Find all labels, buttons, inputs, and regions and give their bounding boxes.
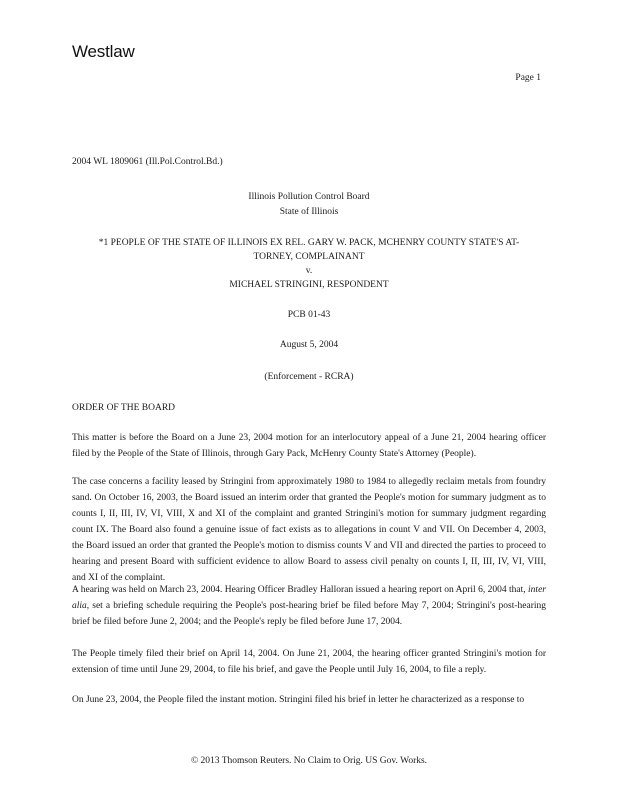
paragraph-3-end: , set a briefing schedule requiring the People's post-hearing brief be filed before May 7, 2004; Stringini's post-hearing brief be filed before June 2, 2004; and the People's reply be filed before June 17, 2004. xyxy=(72,601,546,627)
paragraph-2: The case concerns a facility leased by Stringini from approximately 1980 to 1984 to allegedly reclaim metals from foundry sand. On October 16, 2003, the Board issued an interim order that granted the People's motion for summary judgment as to counts I, II, III, IV, VI, VIII, X and XI of the complaint and granted Stringini's motion for summary judgment regarding count IX. The Board also found a genuine issue of fact exists as to allegations in count V and VII. On December 4, 2003, the Board issued an order that granted the People's motion to dismiss counts V and VII and directed the parties to proceed to hearing and present Board with sufficient evidence to allow Board to assess civil penalty on counts I, II, III, IV, VI, VIII, and XI of the complaint. xyxy=(72,477,546,583)
paragraph-3 xyxy=(72,582,546,630)
section-heading: ORDER OF THE BOARD xyxy=(72,403,176,413)
paragraph-5: On June 23, 2004, the People filed the instant motion. Stringini filed his brief in letter he characterized as a response to xyxy=(72,695,525,705)
copyright-footer: © 2013 Thomson Reuters. No Claim to Orig. US Gov. Works. xyxy=(190,756,428,766)
case-number: PCB 01-43 xyxy=(287,310,331,320)
inter-alia-italic: inter alia xyxy=(72,585,546,611)
court-state: State of Illinois xyxy=(279,207,339,217)
court-name: Illinois Pollution Control Board xyxy=(248,192,370,202)
paragraph-1: This matter is before the Board on a June 23, 2004 motion for an interlocutory appeal of a June 21, 2004 hearing officer filed by the People of the State of Illinois, through Gary Pack, McHenry County State's Attorney (People). xyxy=(72,433,546,459)
westlaw-logo: Westlaw xyxy=(72,42,135,61)
parties-line-2: TORNEY, COMPLAINANT xyxy=(253,252,365,262)
decision-date: August 5, 2004 xyxy=(279,340,339,350)
parties-line-1: *1 PEOPLE OF THE STATE OF ILLINOIS EX REL. GARY W. PACK, MCHENRY COUNTY STATE'S AT- xyxy=(98,238,520,248)
page-number: Page 1 xyxy=(515,73,541,83)
citation: 2004 WL 1809061 (Ill.Pol.Control.Bd.) xyxy=(72,157,223,167)
versus: v. xyxy=(305,266,313,276)
paragraph-4: The People timely filed their brief on April 14, 2004. On June 21, 2004, the hearing officer granted Stringini's motion for extension of time until June 29, 2004, to file his brief, and gave the People until July 16, 2004, to file a reply. xyxy=(72,649,546,675)
respondent: MICHAEL STRINGINI, RESPONDENT xyxy=(229,280,389,290)
paragraph-3-start: A hearing was held on March 23, 2004. Hearing Officer Bradley Halloran issued a hearing report on April 6, 2004 that, xyxy=(72,585,529,595)
case-type: (Enforcement - RCRA) xyxy=(264,372,354,382)
